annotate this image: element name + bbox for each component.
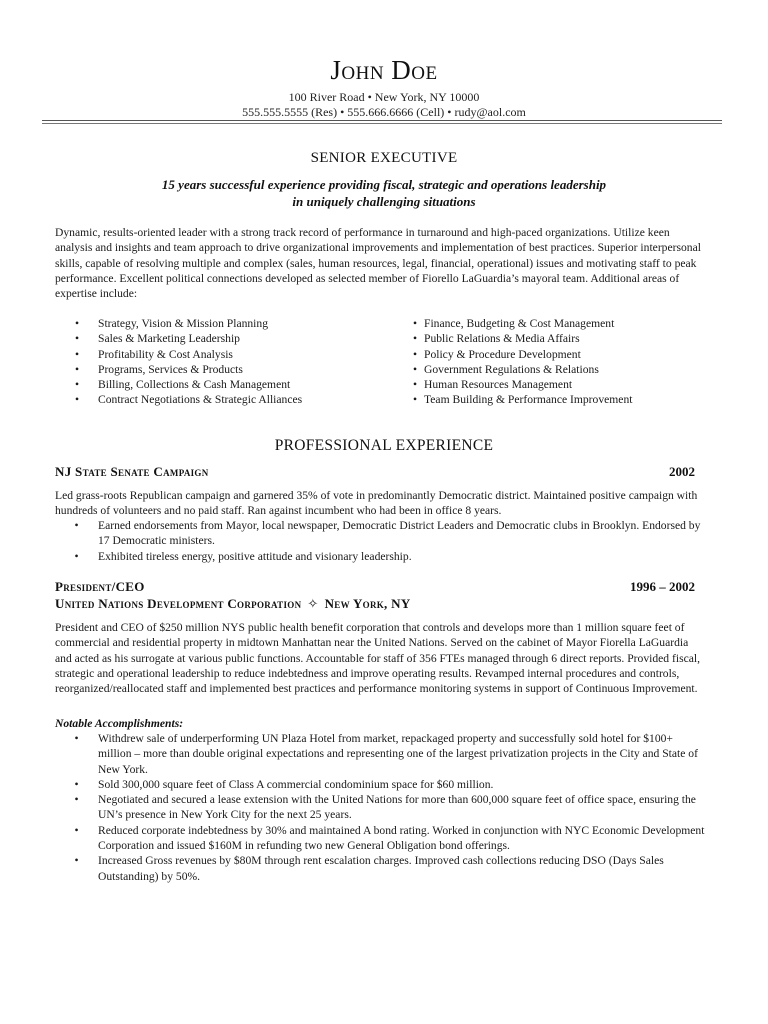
summary-tagline-line-1: 15 years successful experience providing fiscal, strategic and operations leadership <box>161 177 607 192</box>
list-item: • Reduced corporate indebtedness by 30% and maintained A bond rating. Worked in conjunction with NYC Economic Development Corporation and issued $160M in refunding two new General Obligation bond offerings. <box>74 823 705 853</box>
skills-list-left <box>75 316 395 408</box>
senate-campaign-year: 2002 <box>669 464 695 479</box>
notable-accomplishments-label: Notable Accomplishments: <box>55 717 184 730</box>
undc-org: United Nations Development Corporation <box>55 596 302 611</box>
skills-list-right <box>413 316 733 408</box>
summary-tagline-line-2: in uniquely challenging situations <box>292 194 476 209</box>
undc-org-header <box>55 595 695 613</box>
skill-item: • Billing, Collections & Cash Management <box>75 378 291 392</box>
contact-line: 555.555.5555 (Res) • 555.666.6666 (Cell) • rudy@aol.com <box>242 105 526 119</box>
header-divider-thin <box>42 123 722 124</box>
undc-dates: 1996 – 2002 <box>630 579 695 594</box>
skill-item: • Human Resources Management <box>413 378 573 392</box>
summary-paragraph: Dynamic, results-oriented leader with a strong track record of performance in turnaround and high-paced organizations. Utilize keen analysis and insights and team approach to drive organizational improvements and implementation of best practices. Superior interpersonal skills, capable of resolving multiple and complex (sales, human resources, legal, financial, operational) issues and motivating staff to peak performance. Excellent political connections developed as selected member of Fiorello LaGuardia’s mayoral team. Additional areas of expertise include: <box>55 226 701 301</box>
senate-campaign-bullets <box>55 518 705 564</box>
skill-item: • Strategy, Vision & Mission Planning <box>75 317 268 330</box>
senate-campaign-paragraph: Led grass-roots Republican campaign and garnered 35% of vote in predominantly Democratic district. Maintained positive campaign with hundreds of volunteers and no paid staff. Ran against incumbent who had been in office 8 years. <box>55 489 698 518</box>
undc-paragraph: President and CEO of $250 million NYS public health benefit corporation that controls and develops more than 1 million square feet of commercial and residential property in midtown Manhattan near the United Nations. Served on the cabinet of Mayor Fiorella LaGuardia and acted as his surrogate at various public functions. Accountable for staff of 356 FTEs managed through 6 direct reports. Provided fiscal, strategic and operational leadership to reduce indebtedness and improve operating results. Revamped internal procedures and controls, reorganized/reallocated staff and implemented best practices and performance monitoring systems in support of Continuous Improvement. <box>55 621 700 696</box>
list-item: • Sold 300,000 square feet of Class A commercial condominium space for $60 million. <box>74 777 494 791</box>
undc-accomplishments <box>55 731 705 884</box>
address-line: 100 River Road • New York, NY 10000 <box>288 90 480 104</box>
experience-title: PROFESSIONAL EXPERIENCE <box>274 437 494 454</box>
skill-item: • Profitability & Cost Analysis <box>75 347 233 361</box>
skill-item: • Public Relations & Media Affairs <box>413 332 580 346</box>
skill-item: • Team Building & Performance Improvement <box>413 393 633 407</box>
skill-item: • Government Regulations & Relations <box>413 362 599 376</box>
senate-campaign-header <box>55 463 695 481</box>
list-item: • Withdrew sale of underperforming UN Plaza Hotel from market, repackaged property and successfully sold hotel for $100+ million – more than double original expectations and representing one of the largest privatization projects in the City and State of New York. <box>74 732 698 776</box>
skill-item: • Finance, Budgeting & Cost Management <box>413 317 615 330</box>
list-item: • Earned endorsements from Mayor, local newspaper, Democratic District Leaders and Democratic clubs in Brooklyn. Endorsed by 17 Democratic ministers. <box>74 519 701 548</box>
skill-item: • Policy & Procedure Development <box>413 347 581 361</box>
skill-item: • Programs, Services & Products <box>75 362 243 376</box>
summary-title: SENIOR EXECUTIVE <box>310 150 458 166</box>
list-item: • Increased Gross revenues by $80M through rent escalation charges. Improved cash collections reducing DSO (Days Sales Outstanding) by 50%. <box>74 854 664 883</box>
list-item: • Exhibited tireless energy, positive attitude and visionary leadership. <box>74 549 412 563</box>
undc-role-header <box>55 578 695 596</box>
applicant-name: John Doe <box>330 55 438 85</box>
skill-item: • Contract Negotiations & Strategic Alliances <box>75 393 303 407</box>
skill-item: • Sales & Marketing Leadership <box>75 332 240 346</box>
header-divider <box>42 120 722 121</box>
undc-role: President/CEO <box>55 579 145 594</box>
list-item: • Negotiated and secured a lease extension with the United Nations for more than 600,000 square feet of office space, ensuring the UN’s presence in New York City for the next 25 years. <box>74 793 696 822</box>
diamond-separator-icon: ✧ <box>307 596 319 611</box>
senate-campaign-org: NJ State Senate Campaign <box>55 464 209 479</box>
undc-org-line <box>55 595 411 613</box>
undc-location: New York, NY <box>324 596 411 611</box>
